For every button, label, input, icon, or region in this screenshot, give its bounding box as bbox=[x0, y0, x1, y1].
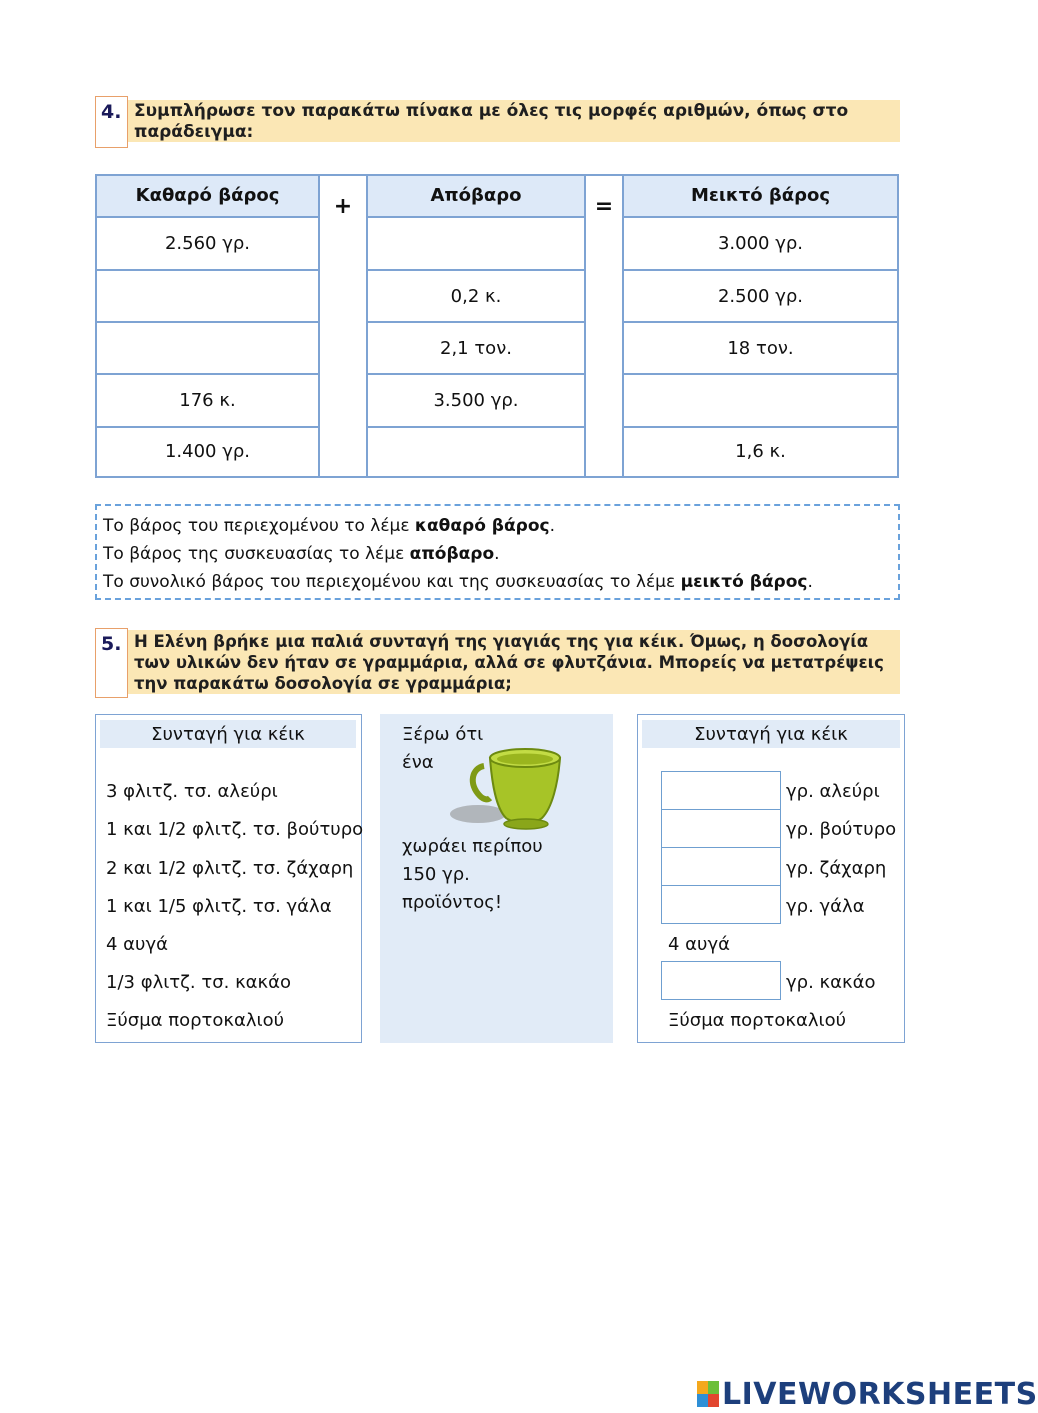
exercise5-instruction: Η Ελένη βρήκε μια παλιά συνταγή της γιαγιάς της για κέικ. Όμως, η δοσολογία των υλικών δεν ήταν σε γραμμάρια, αλλά σε φλυτζάνια. Μπορείς να μετατρέψεις την παρακάτω δοσολογία σε γραμμάρια; bbox=[134, 632, 884, 693]
liveworksheets-logo[interactable] bbox=[697, 1376, 1038, 1412]
converted-recipe-title: Συνταγή για κέικ bbox=[642, 720, 900, 748]
liveworksheets-logo-icon bbox=[697, 1381, 719, 1407]
plus-column bbox=[318, 174, 368, 478]
net-weight-column bbox=[95, 174, 320, 478]
net-cell-5: 1.400 γρ. bbox=[164, 441, 251, 463]
equals-sign: = bbox=[594, 194, 614, 219]
flour-grams-label: γρ. αλεύρι bbox=[786, 781, 880, 802]
liveworksheets-logo-text: LIVEWORKSHEETS bbox=[722, 1376, 1038, 1412]
gross-cell-3: 18 τον. bbox=[624, 323, 897, 375]
butter-grams-label: γρ. βούτυρο bbox=[786, 819, 897, 840]
tare-header: Απόβαρο bbox=[368, 176, 584, 218]
tare-cell-2: 0,2 κ. bbox=[368, 271, 584, 323]
cocoa-grams-input[interactable] bbox=[661, 961, 781, 1000]
eggs-label: 4 αυγά bbox=[668, 934, 730, 955]
original-recipe-title: Συνταγή για κέικ bbox=[100, 720, 356, 748]
ingredient-flour: 3 φλιτζ. τσ. αλεύρι bbox=[106, 781, 278, 802]
tare-cell-4: 3.500 γρ. bbox=[368, 375, 584, 427]
cup-info-line3: χωράει περίπου bbox=[402, 836, 543, 857]
tare-input-1[interactable] bbox=[368, 218, 584, 271]
milk-grams-label: γρ. γάλα bbox=[786, 896, 865, 917]
tare-column bbox=[366, 174, 586, 478]
definitions-box bbox=[95, 504, 900, 600]
cup-icon bbox=[444, 744, 574, 834]
converted-recipe-panel bbox=[637, 714, 905, 1043]
ingredient-cocoa: 1/3 φλιτζ. τσ. κακάο bbox=[106, 972, 292, 993]
orange-zest-label: Ξύσμα πορτοκαλιού bbox=[668, 1010, 847, 1031]
cup-info-line5: προϊόντος! bbox=[402, 892, 503, 913]
net-input-3[interactable] bbox=[97, 323, 318, 375]
ingredient-eggs: 4 αυγά bbox=[106, 934, 168, 955]
tare-input-5[interactable] bbox=[368, 428, 584, 476]
sugar-grams-input[interactable] bbox=[661, 847, 781, 886]
definition-line-gross: Το συνολικό βάρος του περιεχομένου και της συσκευασίας το λέμε μεικτό βάρος. bbox=[103, 572, 813, 592]
exercise4-number: 4. bbox=[95, 96, 128, 148]
flour-grams-input[interactable] bbox=[661, 771, 781, 810]
cocoa-grams-label: γρ. κακάο bbox=[786, 972, 876, 993]
cup-info-line2: ένα bbox=[402, 752, 434, 773]
sugar-grams-label: γρ. ζάχαρη bbox=[786, 858, 887, 879]
gross-weight-header: Μεικτό βάρος bbox=[624, 176, 897, 218]
gross-input-4[interactable] bbox=[624, 375, 897, 427]
gross-cell-5: 1,6 κ. bbox=[735, 441, 786, 463]
cup-info-line4: 150 γρ. bbox=[402, 864, 470, 885]
gross-cell-2: 2.500 γρ. bbox=[624, 271, 897, 323]
ingredient-milk: 1 και 1/5 φλιτζ. τσ. γάλα bbox=[106, 896, 332, 917]
gross-cell-1: 3.000 γρ. bbox=[624, 218, 897, 271]
equals-column bbox=[584, 174, 624, 478]
net-input-2[interactable] bbox=[97, 271, 318, 323]
ingredient-sugar: 2 και 1/2 φλιτζ. τσ. ζάχαρη bbox=[106, 858, 354, 879]
net-cell-4: 176 κ. bbox=[97, 375, 318, 427]
exercise4-instruction: Συμπλήρωσε τον παρακάτω πίνακα με όλες τις μορφές αριθμών, όπως στο παράδειγμα: bbox=[134, 101, 849, 142]
definition-line-net: Το βάρος του περιεχομένου το λέμε καθαρό βάρος. bbox=[103, 516, 555, 536]
plus-sign: + bbox=[333, 194, 353, 219]
definition-line-tare: Το βάρος της συσκευασίας το λέμε απόβαρο. bbox=[103, 544, 500, 564]
gross-weight-column bbox=[622, 174, 899, 478]
cup-info-line1: Ξέρω ότι bbox=[402, 724, 484, 745]
tare-cell-3: 2,1 τον. bbox=[368, 323, 584, 375]
exercise5-number: 5. bbox=[95, 628, 128, 698]
ingredient-butter: 1 και 1/2 φλιτζ. τσ. βούτυρο bbox=[106, 819, 364, 840]
ingredient-orange-zest: Ξύσμα πορτοκαλιού bbox=[106, 1010, 285, 1031]
cup-info-panel bbox=[380, 714, 613, 1043]
butter-grams-input[interactable] bbox=[661, 809, 781, 848]
original-recipe-panel bbox=[95, 714, 362, 1043]
net-cell-1: 2.560 γρ. bbox=[97, 218, 318, 271]
net-weight-header: Καθαρό βάρος bbox=[97, 176, 318, 218]
milk-grams-input[interactable] bbox=[661, 885, 781, 924]
